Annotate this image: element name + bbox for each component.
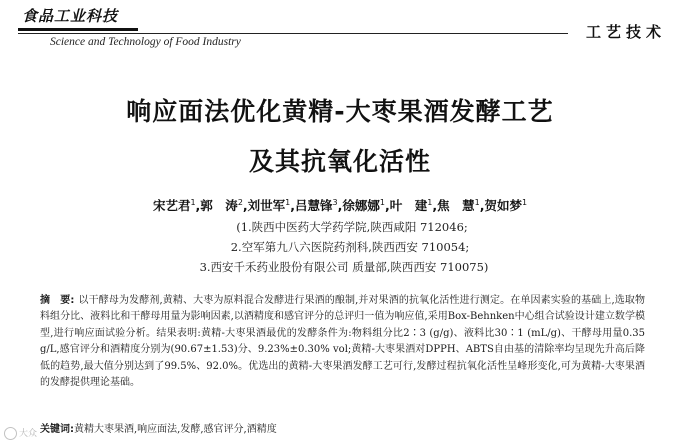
header-rule	[18, 33, 568, 34]
affiliation-1: (1.陕西中医药大学药学院,陕西咸阳 712046;	[236, 220, 468, 234]
watermark	[4, 426, 37, 440]
watermark-text: 大众	[19, 429, 38, 439]
article-title-line-1: 响应面法优化黄精-大枣果酒发酵工艺	[126, 97, 554, 126]
author: 贺如梦$^1$	[484, 197, 528, 213]
author: 吕慧锋$^3$	[295, 197, 338, 213]
abstract	[40, 293, 645, 391]
keywords	[40, 420, 645, 435]
author: 徐娜娜$^1$	[342, 197, 385, 213]
affiliation-2: 2.空军第九八六医院药剂科,陕西西安 710054;	[230, 240, 470, 254]
article-title-line-2: 及其抗氧化活性	[248, 147, 431, 176]
journal-logo: 食品工业科技	[22, 7, 119, 25]
column-tag: 工艺技术	[585, 23, 666, 41]
abstract-label: 摘 要:	[40, 295, 75, 306]
watermark-circle-icon	[4, 427, 17, 440]
author: 焦 慧$^1$	[437, 197, 480, 213]
author-list: 宋艺君$^1$,郭 涛$^2$,刘世军$^1$,吕慧锋$^3$,徐娜娜$^1$,叶 建$^1$,焦 慧$^1$,贺如梦$^1$	[152, 197, 528, 213]
abstract-text: 以干酵母为发酵剂,黄精、大枣为原料混合发酵进行果酒的酿制,并对果酒的抗氧化活性进行测定。在单因素实验的基础上,选取物料组分比、液料比和干酵母用量为影响因素,以酒精度和感官评分的总评归一值为响应值,采用Box-Behnken中心组合试验设计建立数学模型,进行响应面试验分析。结果表明:黄精-大枣果酒最优的发酵条件为:物料组分比2∶3 (g/g)、液料比30∶1 (mL/g)、干酵母用量0.35 g/L,感官评分和酒精度分别为(90.67±1.53)分、9.23%±0.30% vol;黄精-大枣果酒对DPPH、ABTS自由基的清除率均呈现先升高后降低的趋势,最大值分别达到了99.5%、92.0%。优选出的黄精-大枣果酒发酵工艺可行,发酵过程抗氧化活性呈峰形变化,可为黄精-大枣果酒的发酵提供理论基础。	[40, 295, 645, 389]
keywords-label: 关键词:	[40, 424, 74, 435]
journal-subtitle: Science and Technology of Food Industry	[50, 36, 241, 48]
author: 叶 建$^1$	[389, 197, 433, 213]
author: 郭 涛$^2$	[200, 197, 243, 213]
logo-underline	[18, 28, 138, 31]
keywords-text: 黄精大枣果酒,响应面法,发酵,感官评分,酒精度	[74, 424, 277, 435]
author: 刘世军$^1$	[247, 197, 291, 213]
author: 宋艺君$^1$	[152, 197, 196, 213]
affiliation-3: 3.西安千禾药业股份有限公司 质量部,陕西西安 710075)	[199, 260, 489, 274]
